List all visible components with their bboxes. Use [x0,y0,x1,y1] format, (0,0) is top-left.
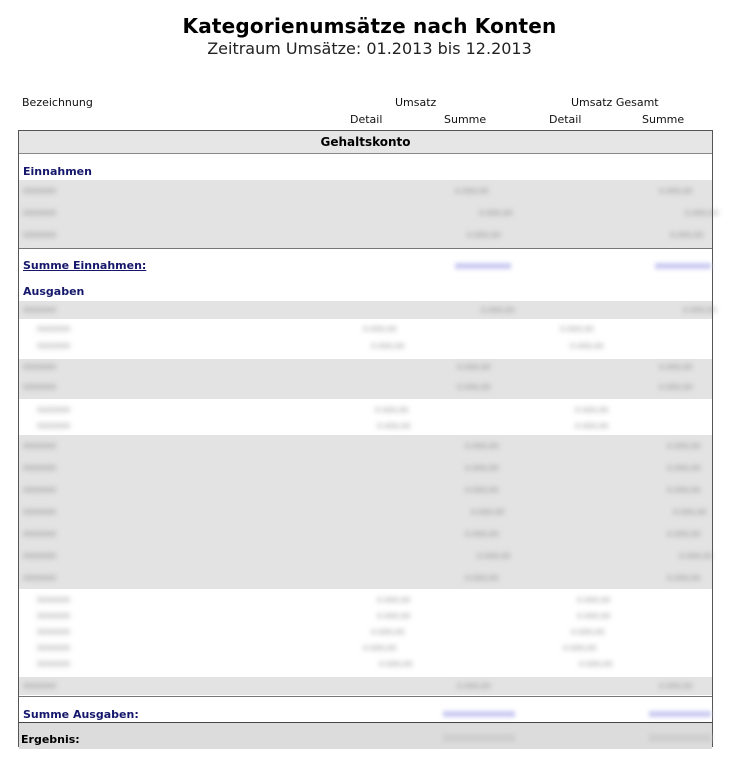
expense-detail-value: x.xxx,xx [570,341,604,350]
expense-row-label: xxxxxxx [23,507,57,516]
expense-row-value: x.xxx,xx [465,485,499,494]
income-row-value: x.xxx,xx [685,208,719,217]
result-label: Ergebnis: [21,733,80,746]
expense-row-value: x.xxx,xx [465,463,499,472]
expense-row [19,359,712,399]
expense-detail-value: x.xxx,xx [377,595,411,604]
expense-detail-rows [19,399,712,435]
expense-row-value: x.xxx,xx [659,681,693,690]
expense-detail-value: x.xxx,xx [560,324,594,333]
expense-sum-value [443,711,515,717]
income-row-label: xxxxxxx [23,230,57,239]
income-row-value: x.xxx,xx [479,208,513,217]
expense-row-value: x.xxx,xx [667,529,701,538]
expense-detail-value: x.xxx,xx [563,643,597,652]
income-row-label: xxxxxxx [23,186,57,195]
expense-detail-label: xxxxxxx [37,341,71,350]
expense-detail-rows [19,589,712,677]
expense-row-label: xxxxxxx [23,529,57,538]
expense-detail-label: xxxxxxx [37,611,71,620]
expense-detail-label: xxxxxxx [37,595,71,604]
income-sum-total [655,263,711,269]
income-row-value: x.xxx,xx [467,230,501,239]
expense-row-label: xxxxxxx [23,441,57,450]
column-header-label: Bezeichnung [22,96,93,109]
income-row-value: x.xxx,xx [659,186,693,195]
expense-detail-label: xxxxxxx [37,659,71,668]
expense-row-value: x.xxx,xx [667,573,701,582]
expense-row-label: xxxxxxx [23,362,57,371]
expense-detail-value: x.xxx,xx [377,421,411,430]
expense-detail-value: x.xxx,xx [379,659,413,668]
expense-row-value: x.xxx,xx [471,507,505,516]
expense-detail-value: x.xxx,xx [363,324,397,333]
expense-row-value: x.xxx,xx [673,507,707,516]
expense-rows [19,435,712,589]
expense-detail-value: x.xxx,xx [371,341,405,350]
divider [19,248,712,249]
expense-detail-value: x.xxx,xx [571,627,605,636]
income-row-label: xxxxxxx [23,208,57,217]
result-row [19,723,712,749]
expense-row-value: x.xxx,xx [667,485,701,494]
income-row-value: x.xxx,xx [670,230,704,239]
expense-row-value: x.xxx,xx [481,305,515,314]
expense-detail-value: x.xxx,xx [377,611,411,620]
expense-row-value: x.xxx,xx [679,551,713,560]
expense-detail-label: xxxxxxx [37,324,71,333]
expense-detail-value: x.xxx,xx [577,611,611,620]
column-header-detail-2: Detail [549,113,582,126]
expense-detail-label: xxxxxxx [37,421,71,430]
expense-row-value: x.xxx,xx [659,362,693,371]
column-header-summe-2: Summe [642,113,685,126]
expense-detail-value: x.xxx,xx [579,659,613,668]
expense-sum-total [649,711,711,717]
expense-row-label: xxxxxxx [23,681,57,690]
expense-detail-label: xxxxxxx [37,405,71,414]
expense-row-label: xxxxxxx [23,573,57,582]
expense-detail-value: x.xxx,xx [375,405,409,414]
expense-row-label: xxxxxxx [23,551,57,560]
expense-row-label: xxxxxxx [23,382,57,391]
expense-detail-label: xxxxxxx [37,627,71,636]
expense-detail-value: x.xxx,xx [371,627,405,636]
report-period: Zeitraum Umsätze: 01.2013 bis 12.2013 [207,39,532,58]
expense-row-value: x.xxx,xx [667,441,701,450]
income-rows [19,180,719,248]
expense-detail-value: x.xxx,xx [575,421,609,430]
result-value [443,734,515,742]
column-header-detail-1: Detail [350,113,383,126]
income-sum-value [455,263,511,269]
expense-sum-label: Summe Ausgaben: [23,708,139,721]
expense-row-value: x.xxx,xx [465,441,499,450]
result-total [649,734,711,742]
expense-row-value: x.xxx,xx [457,382,491,391]
expense-detail-label: xxxxxxx [37,643,71,652]
expense-row-value: x.xxx,xx [477,551,511,560]
expense-detail-value: x.xxx,xx [575,405,609,414]
report-title: Kategorienumsätze nach Konten [182,14,557,38]
account-table [18,130,719,747]
expense-row-value: x.xxx,xx [659,382,693,391]
column-header-umsatz: Umsatz [395,96,437,109]
expense-detail-value: x.xxx,xx [577,595,611,604]
income-row-value: x.xxx,xx [455,186,489,195]
income-section-title: Einnahmen [23,165,92,178]
expense-section-title: Ausgaben [23,285,85,298]
expense-row-label: xxxxxxx [23,485,57,494]
divider [19,696,712,697]
income-sum-label: Summe Einnahmen: [23,259,147,272]
expense-row-value: x.xxx,xx [457,362,491,371]
expense-row-value: x.xxx,xx [683,305,717,314]
expense-row-label: xxxxxxx [23,305,57,314]
expense-row-value: x.xxx,xx [667,463,701,472]
expense-row [19,677,712,695]
expense-row-label: xxxxxxx [23,463,57,472]
expense-row [19,301,717,319]
expense-row-value: x.xxx,xx [465,529,499,538]
column-header-umsatz-gesamt: Umsatz Gesamt [571,96,659,109]
account-header: Gehaltskonto [19,131,712,154]
expense-row-value: x.xxx,xx [457,681,491,690]
expense-detail-rows [19,319,712,359]
column-header-summe-1: Summe [444,113,487,126]
expense-detail-value: x.xxx,xx [363,643,397,652]
expense-row-value: x.xxx,xx [465,573,499,582]
